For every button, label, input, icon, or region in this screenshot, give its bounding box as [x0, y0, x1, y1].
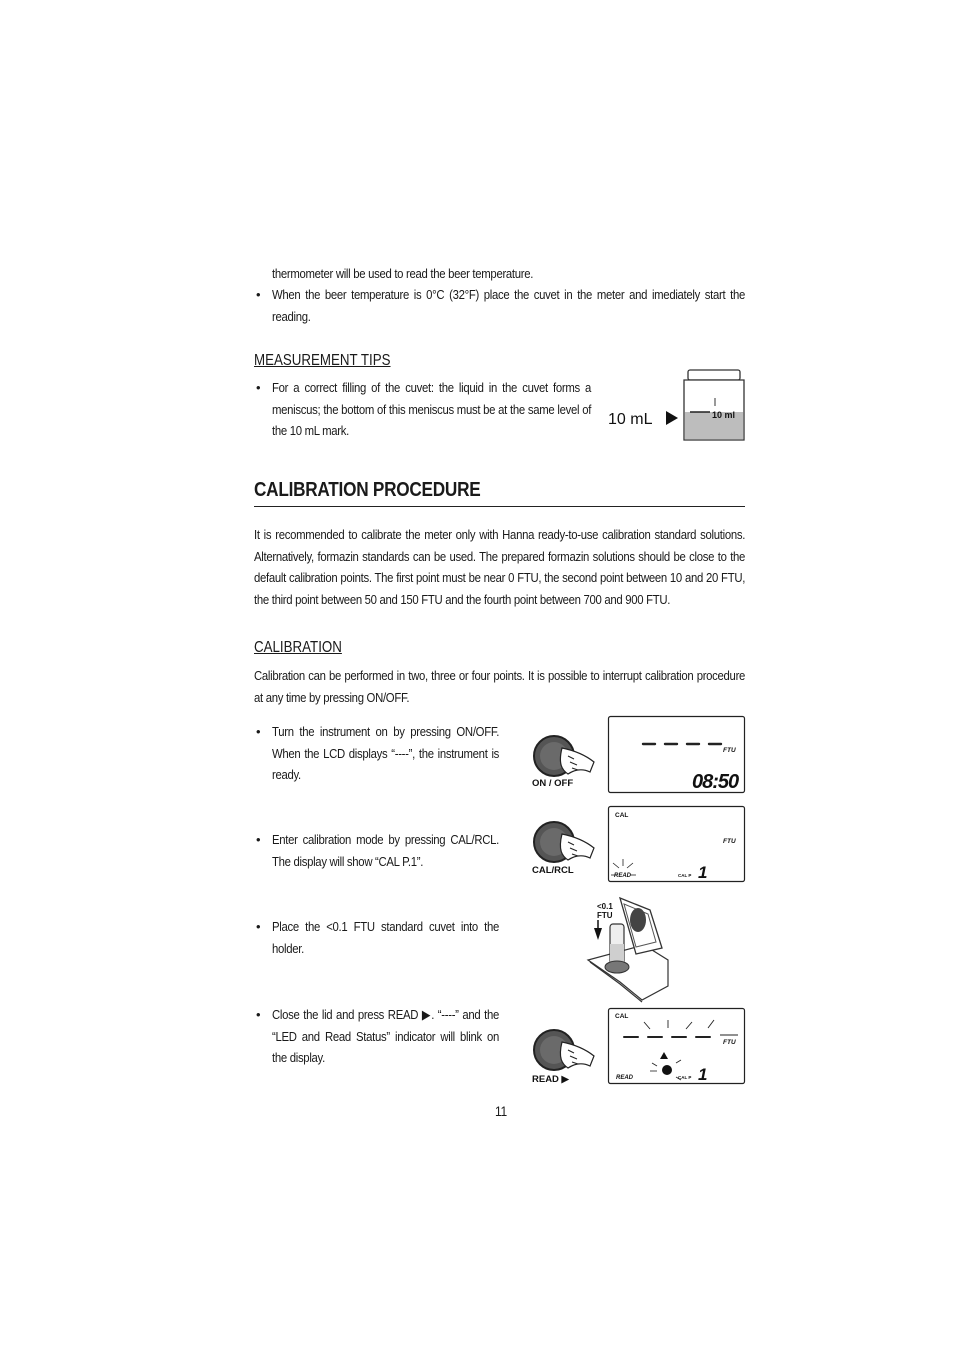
calibration-heading: CALIBRATION [254, 639, 342, 656]
lcd-unit: FTU [723, 1039, 736, 1046]
read-button-label: READ ▶ [532, 1074, 569, 1085]
bullet: • [256, 832, 261, 847]
step-calrcl-text: Enter calibration mode by pressing CAL/RCL. The display will show “CAL P.1”. [272, 832, 500, 869]
beer-temp-bullet: When the beer temperature is 0°C (32°F) place the cuvet in the meter and imediately start the reading. [272, 287, 745, 324]
meniscus-bullet: For a correct filling of the cuvet: the liquid in the cuvet forms a meniscus; the bottom of this meniscus must be at the same level of the 10 mL mark. [272, 380, 592, 438]
onoff-button-figure [528, 732, 603, 792]
ten-ml-label: 10 mL [608, 411, 653, 428]
continuation-line: thermometer will be used to read the beer temperature. [272, 266, 534, 281]
lcd-cal: CAL [615, 1013, 629, 1020]
calrcl-button-figure [528, 818, 603, 878]
lcd-clock: 08:50 [692, 771, 739, 793]
read-button-figure [528, 1026, 603, 1088]
lcd-read: READ [614, 873, 632, 879]
lcd-read: READ [616, 1075, 634, 1081]
calrcl-button-label: CAL/RCL [532, 865, 574, 876]
lcd-cal: CAL [615, 812, 629, 819]
step-read-text: Close the lid and press READ ▶. “----” and the “LED and Read Status” indicator will blink on the display. [272, 1007, 500, 1065]
figure-unit: FTU [597, 911, 613, 920]
arrow-icon [666, 411, 678, 425]
figure-value: <0.1 [597, 902, 613, 911]
lcd-calp: CAL P [678, 873, 692, 878]
lcd-unit: FTU [723, 838, 736, 845]
lcd-calp1-display [608, 806, 745, 883]
bullet: • [256, 287, 261, 302]
bullet: • [256, 724, 261, 739]
cuvet-meniscus-figure [600, 368, 750, 448]
page-number: 11 [495, 1103, 507, 1119]
lcd-unit: FTU [723, 747, 736, 754]
bullet: • [256, 919, 261, 934]
lcd-calp: CAL P [678, 1075, 692, 1080]
title-divider [254, 506, 745, 507]
calibration-procedure-title: CALIBRATION PROCEDURE [254, 479, 481, 501]
cuvet-holder-figure [580, 890, 680, 1005]
step-onoff-text: Turn the instrument on by pressing ON/OFF. When the LCD displays “----”, the instrument is ready. [272, 724, 500, 782]
lcd-point: 1 [698, 1065, 708, 1084]
step-cuvet-text: Place the <0.1 FTU standard cuvet into the holder. [272, 919, 500, 956]
lcd-reading-display [608, 1008, 745, 1085]
lcd-point: 1 [698, 863, 708, 882]
bullet: • [256, 1007, 261, 1022]
measurement-tips-heading: MEASUREMENT TIPS [254, 352, 391, 369]
calibration-intro: Calibration can be performed in two, three or four points. It is possible to interrupt calibration procedure at any time by pressing ON/OFF. [254, 668, 746, 705]
lcd-ready-display [608, 716, 745, 794]
calibration-procedure-intro: It is recommended to calibrate the meter only with Hanna ready-to-use calibration standard solutions. Alternatively, formazin standards can be used. The prepared formazin solutions should be close to the default calibration points. The first point must be near 0 FTU, the second point between 10 and 20 FTU, the third point between 50 and 150 FTU and the fourth point between 700 and 900 FTU. [254, 527, 746, 607]
cuvet-mark-label: 10 ml [712, 410, 736, 420]
bullet: • [256, 380, 261, 395]
onoff-button-label: ON / OFF [532, 778, 574, 789]
